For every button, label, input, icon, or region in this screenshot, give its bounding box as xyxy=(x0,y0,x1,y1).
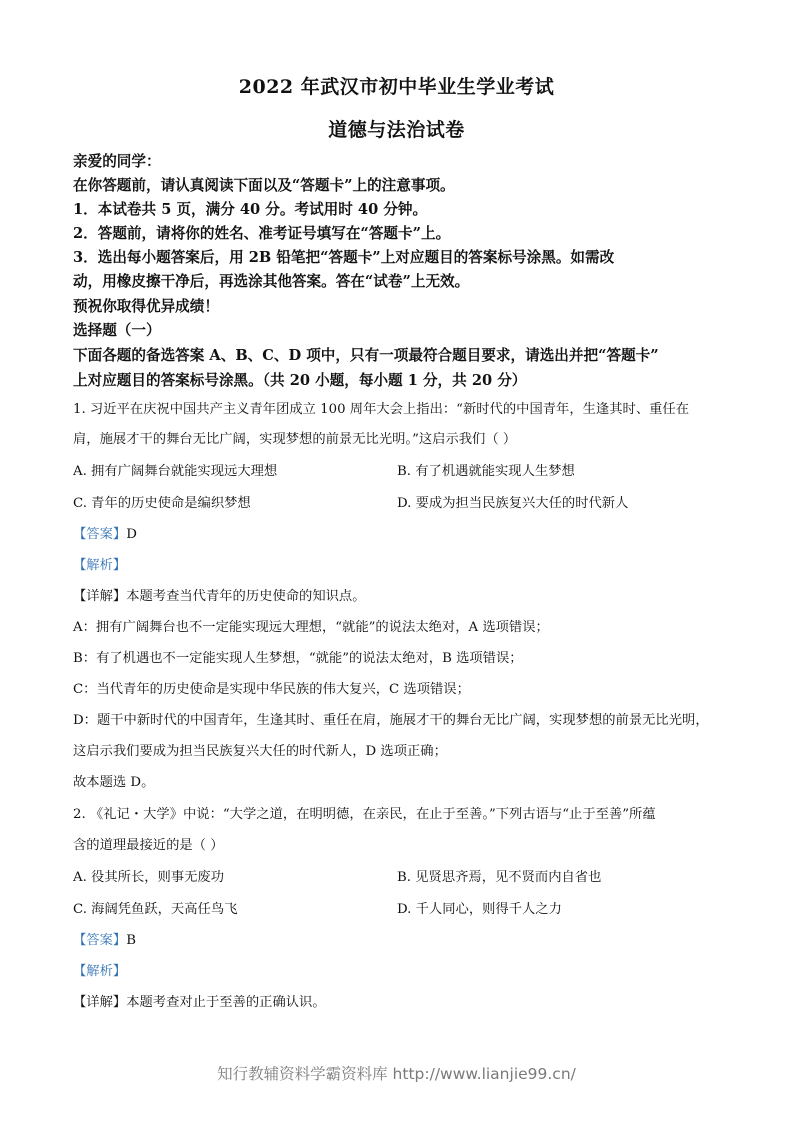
answer-value: D xyxy=(126,527,137,542)
detail-text: 本题考查当代青年的历史使命的知识点。 xyxy=(126,589,366,604)
detail-tag: 【详解】 xyxy=(73,589,127,604)
q1-option-d: D. 要成为担当民族复兴大任的时代新人 xyxy=(397,496,629,511)
detail-text: 本题考查对止于至善的正确认识。 xyxy=(126,995,326,1010)
answer-tag: 【答案】 xyxy=(73,527,127,542)
section-instruction-line-1: 下面各题的备选答案 A、B、C、D 项中，只有一项最符合题目要求，请选出并把“答题卡” xyxy=(73,347,659,364)
detail-tag: 【详解】 xyxy=(73,995,127,1010)
q1-explanation-b: B：有了机遇也不一定能实现人生梦想，“就能”的说法太绝对，B 选项错误； xyxy=(73,651,523,666)
notice-item-3-line-2: 动，用橡皮擦干净后，再选涂其他答案。答在“试卷”上无效。 xyxy=(73,273,470,290)
section-instruction-line-2: 上对应题目的答案标号涂黑。（共 20 小题，每小题 1 分，共 20 分） xyxy=(73,372,527,389)
q1-conclusion: 故本题选 D。 xyxy=(73,775,155,790)
q1-explanation-c: C：当代青年的历史使命是实现中华民族的伟大复兴，C 选项错误； xyxy=(73,682,470,697)
q1-detail xyxy=(73,585,366,604)
q1-analysis xyxy=(73,554,126,573)
section-heading: 选择题（一） xyxy=(73,322,161,339)
exam-subtitle: 道德与法治试卷 xyxy=(328,119,465,141)
q1-option-a: A. 拥有广阔舞台就能实现远大理想 xyxy=(73,464,278,479)
exam-title: 2022 年武汉市初中毕业生学业考试 xyxy=(238,76,555,98)
q1-stem-line-2: 肩，施展才干的舞台无比广阔，实现梦想的前景无比光明。”这启示我们（ ） xyxy=(73,432,517,447)
q2-detail xyxy=(73,991,326,1010)
footer-watermark: 知行教辅资料学霸资料库 http://www.lianjie99.cn/ xyxy=(217,1065,576,1083)
q2-stem-line-2: 含的道理最接近的是（ ） xyxy=(73,838,224,853)
q1-option-c: C. 青年的历史使命是编织梦想 xyxy=(73,496,251,511)
greeting: 亲爱的同学： xyxy=(73,153,161,170)
q1-answer xyxy=(73,523,137,542)
q1-stem-line-1: 1. 习近平在庆祝中国共产主义青年团成立 100 周年大会上指出：“新时代的中国青年，生逢其时、重任在 xyxy=(73,402,690,417)
q2-option-d: D. 千人同心，则得千人之力 xyxy=(397,902,562,917)
q1-explanation-d-line-2: 这启示我们要成为担当民族复兴大任的时代新人，D 选项正确； xyxy=(73,744,447,759)
analysis-tag: 【解析】 xyxy=(73,558,127,573)
q2-option-a: A. 役其所长，则事无废功 xyxy=(73,870,225,885)
notice-item-3-line-1: 3．选出每小题答案后，用 2B 铅笔把“答题卡”上对应题目的答案标号涂黑。如需改 xyxy=(73,249,615,266)
q1-option-b: B. 有了机遇就能实现人生梦想 xyxy=(397,464,575,479)
answer-tag: 【答案】 xyxy=(73,933,127,948)
notice-item-1: 1．本试卷共 5 页，满分 40 分。考试用时 40 分钟。 xyxy=(73,201,428,218)
q2-stem-line-1: 2. 《礼记・大学》中说：“大学之道，在明明德，在亲民，在止于至善。”下列古语与“止于至善”所蕴 xyxy=(73,807,656,822)
answer-value: B xyxy=(126,933,136,948)
q2-option-c: C. 海阔凭鱼跃，天高任鸟飞 xyxy=(73,902,238,917)
notice-wish: 预祝你取得优异成绩！ xyxy=(73,298,219,315)
q2-option-b: B. 见贤思齐焉，见不贤而内自省也 xyxy=(397,870,602,885)
q1-explanation-a: A：拥有广阔舞台也不一定能实现远大理想，“就能”的说法太绝对，A 选项错误； xyxy=(73,620,549,635)
q2-answer xyxy=(73,929,136,948)
analysis-tag: 【解析】 xyxy=(73,964,127,979)
notice-item-2: 2．答题前，请将你的姓名、准考证号填写在“答题卡”上。 xyxy=(73,225,451,242)
notice-intro: 在你答题前，请认真阅读下面以及“答题卡”上的注意事项。 xyxy=(73,177,455,194)
q2-analysis xyxy=(73,960,126,979)
q1-explanation-d-line-1: D：题干中新时代的中国青年，生逢其时、重任在肩，施展才干的舞台无比广阔，实现梦想的前景无比光明， xyxy=(73,713,709,728)
